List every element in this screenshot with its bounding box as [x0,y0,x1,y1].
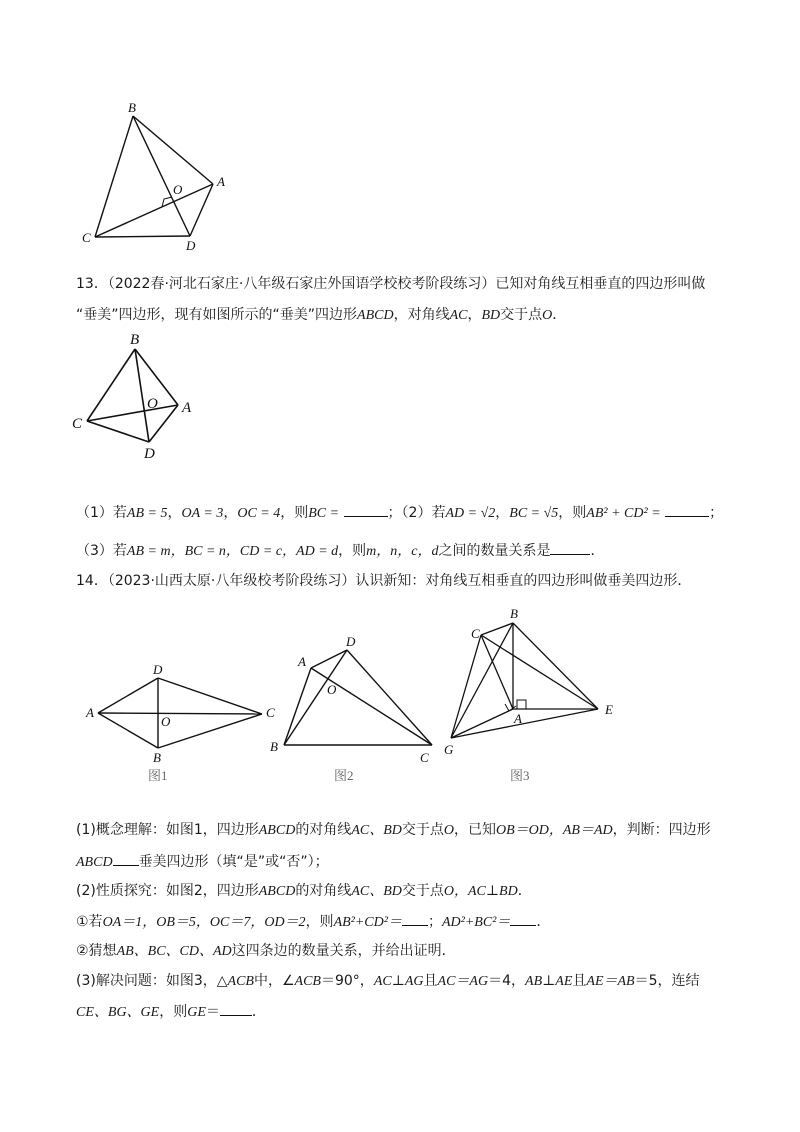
fig1-label-o: O [161,714,171,729]
fig2-label-a: A [298,654,306,669]
label-c: C [82,230,91,245]
fig3-caption: 图3 [510,768,530,783]
fig2-label-d: D [346,634,356,649]
figure-2 [284,650,432,745]
figure-1 [98,678,262,748]
q14-number: 14． [76,573,108,589]
fig2-label-c: C [420,750,429,765]
figure-q13 [0,330,300,470]
answer-blank-ab2-cd2[interactable] [665,502,709,517]
fig3-label-c: C [471,626,480,641]
q14-part1-line1: (1)概念理解：如图1，四边形ABCD的对角线AC、BD交于点O，已知OB＝OD，AB＝AD，判断：四边形 [76,822,711,838]
figure-q12 [0,0,800,260]
fig2-caption: 图2 [334,768,354,783]
q14-part1-line2: ABCD 垂美四边形（填“是”或“否”）； [76,851,329,873]
fig2-label-o: O [327,682,337,697]
q14-part3-line1: (3)解决问题：如图3，△ACB中，∠ACB＝90°，AC⊥AG且AC＝AG＝4，AB⊥AE且AE＝AB＝5，连结 [76,973,700,989]
label-b: B [128,100,136,115]
fig3-label-a: A [514,711,522,726]
q13-line1 [76,274,705,294]
fig3-label-e: E [605,702,613,717]
q13-number: 13． [76,276,108,292]
q14-part2-2: ②猜想AB、BC、CD、AD这四条边的数量关系，并给出证明． [76,943,456,959]
label-a: A [182,400,192,416]
q13-line2: “垂美”四边形，现有如图所示的“垂美”四边形ABCD，对角线AC，BD交于点O． [76,307,567,323]
q14-part2: (2)性质探究：如图2，四边形ABCD的对角线AC、BD交于点O，AC⊥BD． [76,883,532,899]
answer-blank-yes-no[interactable] [113,851,139,866]
label-d: D [186,238,196,253]
answer-blank-ab2-cd2[interactable] [402,911,428,926]
q14-intro: 14．（2023·山西太原·八年级校考阶段练习）认识新知：对角线互相垂直的四边形叫做垂美四边形． [76,573,692,589]
q13-source: （2022春·河北石家庄·八年级石家庄外国语学校校考阶段练习）已知对角线互相垂直的四边形叫做 [107,276,706,292]
label-b: B [130,332,140,348]
answer-blank-ge[interactable] [220,1001,252,1016]
q13-part3: （3）若AB = m，BC = n，CD = c，AD = d，则m，n，c，d之间的数量关系是 ． [76,540,604,562]
fig1-label-b: B [153,750,161,765]
label-d: D [144,446,155,462]
label-a: A [217,174,225,189]
fig1-caption: 图1 [148,768,168,783]
q13-part1-2: （1）若AB = 5，OA = 3，OC = 4，则BC = ；（2）若AD = √2，BC = √5，则AB² + CD² = ； [76,502,723,524]
answer-blank-ad2-bc2[interactable] [510,911,536,926]
label-o: O [173,182,183,197]
answer-blank-bc[interactable] [344,502,388,517]
q14-part2-1: ①若OA＝1，OB＝5，OC＝7，OD＝2，则AB²+CD²＝ ；AD²+BC²＝ ． [76,911,550,933]
fig3-label-g: G [444,742,454,757]
fig1-label-d: D [153,662,163,677]
label-o: O [147,396,158,412]
fig1-label-a: A [86,705,94,720]
label-c: C [72,416,83,432]
fig1-label-c: C [266,705,275,720]
q14-part3-line2: CE、BG、GE，则GE＝ ． [76,1001,266,1023]
figures-q14 [0,600,800,800]
fig3-label-b: B [510,606,518,621]
answer-blank-relation[interactable] [550,540,590,555]
fig2-label-b: B [270,739,278,754]
